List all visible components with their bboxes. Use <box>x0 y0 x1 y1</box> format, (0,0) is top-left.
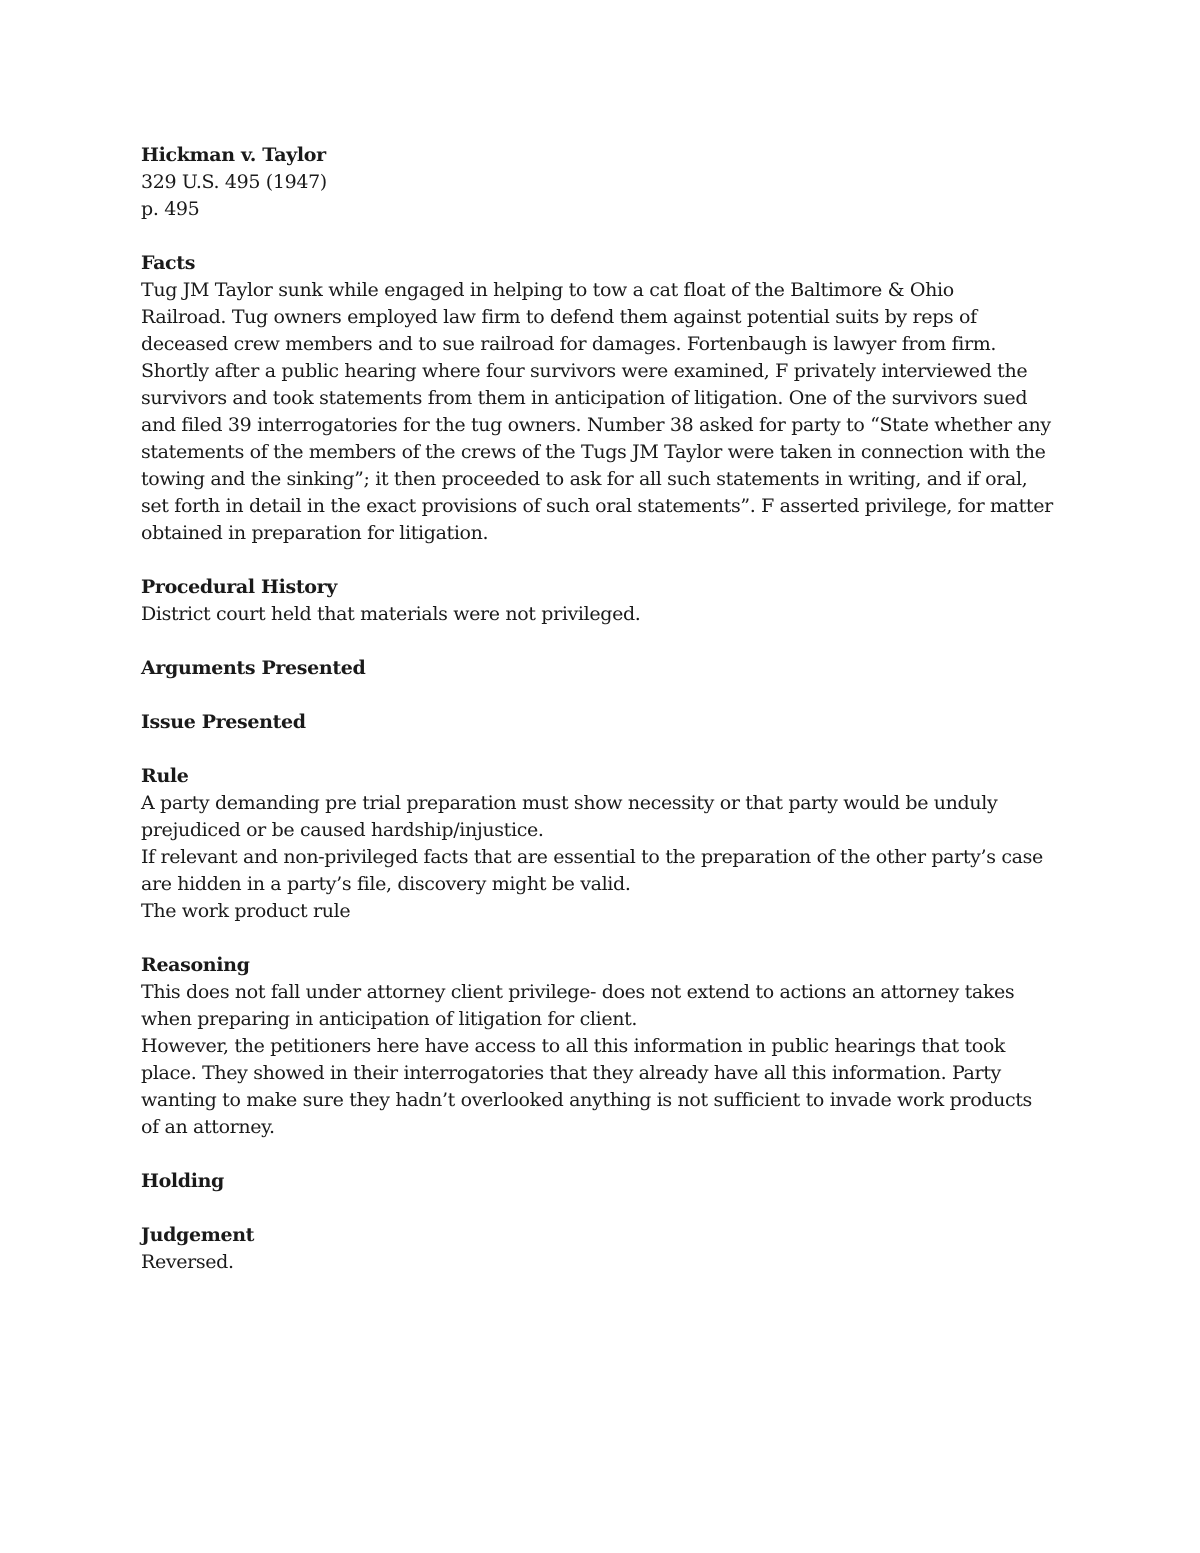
facts-line: obtained in preparation for litigation. <box>141 522 489 544</box>
holding-heading: Holding <box>141 1170 224 1192</box>
facts-line: set forth in detail in the exact provisions of such oral statements”. F asserted privilege, for matter <box>141 495 1053 517</box>
rule-line: The work product rule <box>141 900 351 922</box>
procedural-history-heading: Procedural History <box>141 576 337 598</box>
reasoning-line: of an attorney. <box>141 1116 275 1138</box>
rule-line: are hidden in a party’s file, discovery might be valid. <box>141 873 631 895</box>
arguments-heading: Arguments Presented <box>141 657 366 679</box>
facts-line: Railroad. Tug owners employed law firm to defend them against potential suits by reps of <box>141 306 977 328</box>
facts-body <box>141 277 1061 547</box>
rule-line: prejudiced or be caused hardship/injustice. <box>141 819 544 841</box>
rule-line: A party demanding pre trial preparation must show necessity or that party would be unduly <box>141 792 998 814</box>
facts-heading: Facts <box>141 252 196 274</box>
issue-heading: Issue Presented <box>141 711 306 733</box>
facts-line: survivors and took statements from them in anticipation of litigation. One of the survivors sued <box>141 387 1028 409</box>
procedural-history-line: District court held that materials were not privileged. <box>141 603 641 625</box>
reasoning-line: when preparing in anticipation of litigation for client. <box>141 1008 638 1030</box>
page-reference: p. 495 <box>141 198 200 220</box>
reasoning-line: place. They showed in their interrogatories that they already have all this information. Party <box>141 1062 1001 1084</box>
facts-line: towing and the sinking”; it then proceeded to ask for all such statements in writing, and if oral, <box>141 468 1028 490</box>
document-page <box>141 142 1061 1276</box>
rule-body <box>141 790 1061 925</box>
case-citation: 329 U.S. 495 (1947) <box>141 171 327 193</box>
rule-heading: Rule <box>141 765 189 787</box>
rule-line: If relevant and non-privileged facts that are essential to the preparation of the other party’s case <box>141 846 1043 868</box>
case-title: Hickman v. Taylor <box>141 144 326 166</box>
facts-line: and filed 39 interrogatories for the tug owners. Number 38 asked for party to “State whether any <box>141 414 1051 436</box>
reasoning-line: This does not fall under attorney client privilege- does not extend to actions an attorney takes <box>141 981 1015 1003</box>
judgement-line: Reversed. <box>141 1251 234 1273</box>
facts-line: Tug JM Taylor sunk while engaged in helping to tow a cat float of the Baltimore & Ohio <box>141 279 954 301</box>
reasoning-heading: Reasoning <box>141 954 250 976</box>
reasoning-line: However, the petitioners here have access to all this information in public hearings that took <box>141 1035 1006 1057</box>
facts-line: Shortly after a public hearing where four survivors were examined, F privately interviewed the <box>141 360 1028 382</box>
facts-line: deceased crew members and to sue railroad for damages. Fortenbaugh is lawyer from firm. <box>141 333 997 355</box>
reasoning-line: wanting to make sure they hadn’t overlooked anything is not sufficient to invade work products <box>141 1089 1032 1111</box>
judgement-heading: Judgement <box>141 1224 255 1246</box>
facts-line: statements of the members of the crews of the Tugs JM Taylor were taken in connection with the <box>141 441 1046 463</box>
reasoning-body <box>141 979 1061 1141</box>
